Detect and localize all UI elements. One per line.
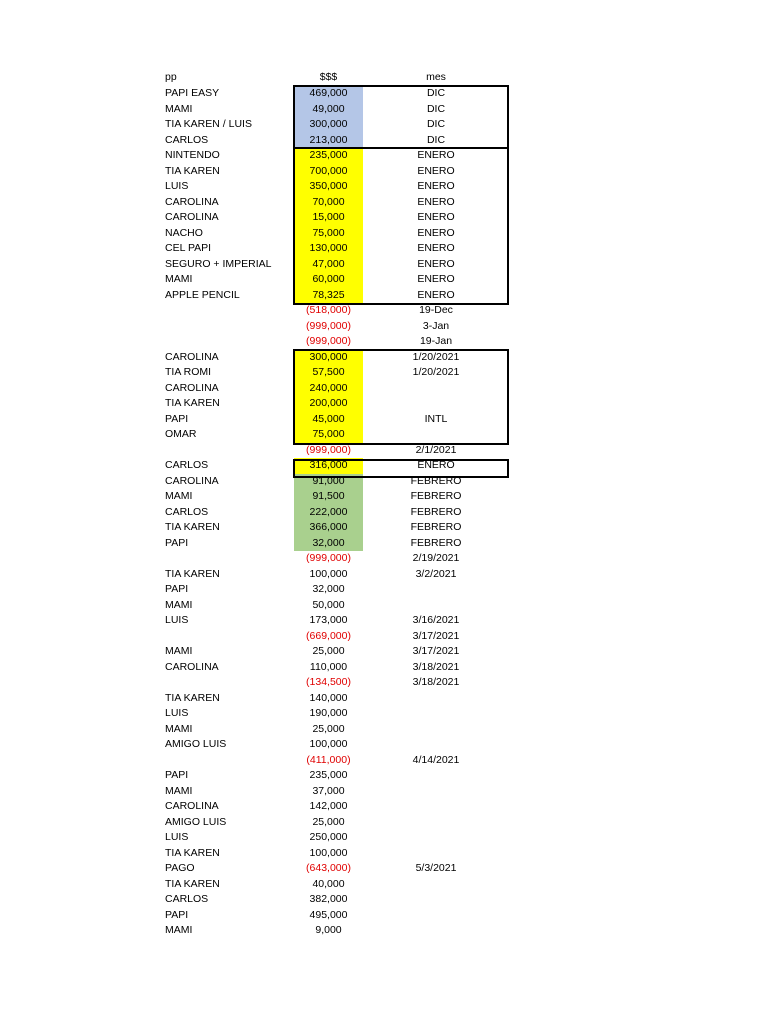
table-row [0, 257, 768, 273]
cell-name[interactable]: MAMI [165, 784, 193, 797]
cell-name[interactable]: TIA KAREN [165, 846, 220, 859]
cell-amount[interactable]: (999,000) [306, 319, 351, 332]
cell-month[interactable]: FEBRERO [410, 490, 462, 502]
cell-name[interactable]: OMAR [165, 428, 197, 440]
table-row [0, 396, 768, 412]
cell-month[interactable] [363, 381, 509, 397]
cell-month[interactable] [363, 877, 509, 893]
cell-name[interactable]: CARLOS [165, 133, 209, 146]
cell-month[interactable] [363, 737, 509, 753]
cell-name[interactable]: PAPI [165, 412, 189, 425]
cell-amount[interactable]: 250,000 [309, 831, 348, 843]
table-row [0, 660, 768, 676]
table-row [0, 613, 768, 629]
table-row [0, 241, 768, 257]
cell-month[interactable]: ENERO [417, 459, 455, 471]
cell-month[interactable] [363, 846, 509, 862]
cell-amount[interactable]: (134,500) [306, 676, 351, 688]
cell-amount[interactable]: 45,000 [294, 412, 363, 428]
table-row [0, 427, 768, 443]
cell-month[interactable]: ENERO [417, 149, 455, 161]
cell-name[interactable]: CAROLINA [165, 211, 219, 223]
cell-name[interactable]: CAROLINA [165, 800, 219, 812]
cell-name[interactable]: MAMI [165, 273, 193, 285]
cell-name[interactable]: MAMI [165, 924, 193, 936]
cell-amount[interactable]: 469,000 [294, 86, 363, 102]
table-row [0, 830, 768, 846]
cell-month[interactable]: ENERO [417, 242, 455, 254]
table-row [0, 799, 768, 815]
cell-name[interactable]: AMIGO LUIS [165, 815, 227, 828]
cell-month[interactable]: 3/17/2021 [412, 629, 460, 642]
cell-month[interactable]: 1/20/2021 [412, 366, 460, 378]
cell-name[interactable]: LUIS [165, 707, 189, 719]
cell-amount[interactable]: 91,000 [294, 474, 363, 490]
cell-amount[interactable]: 100,000 [309, 738, 348, 750]
cell-name[interactable]: MAMI [165, 598, 193, 611]
cell-month[interactable]: ENERO [417, 288, 455, 301]
cell-amount[interactable]: 75,000 [294, 226, 363, 242]
cell-name[interactable]: TIA KAREN [165, 397, 220, 409]
cell-month[interactable]: ENERO [417, 257, 455, 270]
cell-name[interactable]: PAPI [165, 769, 189, 781]
cell-month[interactable]: 19-Dec [419, 304, 453, 316]
header-month[interactable]: mes [426, 71, 446, 83]
table-row [0, 815, 768, 831]
cell-amount[interactable]: 75,000 [294, 427, 363, 443]
cell-month[interactable] [363, 768, 509, 784]
cell-amount[interactable]: 91,500 [294, 489, 363, 505]
cell-name[interactable]: MAMI [165, 722, 193, 735]
cell-amount[interactable]: 9,000 [315, 924, 342, 936]
cell-amount[interactable]: (411,000) [306, 753, 351, 766]
cell-name[interactable]: CEL PAPI [165, 242, 212, 254]
table-row [0, 892, 768, 908]
header-name[interactable]: pp [165, 71, 177, 83]
cell-name[interactable]: PAPI [165, 583, 189, 595]
cell-amount[interactable]: 110,000 [309, 660, 348, 673]
cell-month[interactable]: 3-Jan [422, 319, 450, 332]
table-row [0, 164, 768, 180]
cell-amount[interactable]: 15,000 [294, 210, 363, 226]
table-row [0, 102, 768, 118]
cell-month[interactable]: FEBRERO [410, 521, 462, 533]
cell-name[interactable]: MAMI [165, 645, 193, 657]
table-row [0, 474, 768, 490]
cell-amount[interactable]: 495,000 [309, 908, 348, 921]
cell-amount[interactable]: 40,000 [312, 877, 345, 890]
cell-month[interactable]: 4/14/2021 [412, 753, 460, 766]
cell-name[interactable]: TIA KAREN [165, 567, 220, 580]
cell-month[interactable]: FEBRERO [410, 505, 462, 518]
cell-month[interactable]: 5/3/2021 [415, 862, 457, 874]
cell-name[interactable] [165, 753, 290, 769]
cell-amount[interactable]: 316,000 [294, 458, 363, 474]
cell-amount[interactable]: 240,000 [294, 381, 363, 397]
table-row [0, 861, 768, 877]
table-row [0, 877, 768, 893]
cell-amount[interactable]: 235,000 [294, 148, 363, 164]
table-row [0, 443, 768, 459]
cell-name[interactable]: LUIS [165, 614, 189, 626]
table-row [0, 598, 768, 614]
cell-month[interactable]: DIC [426, 102, 446, 115]
table-row [0, 784, 768, 800]
table-row [0, 582, 768, 598]
table-row [0, 706, 768, 722]
cell-month[interactable] [363, 706, 509, 722]
cell-month[interactable] [363, 784, 509, 800]
cell-name[interactable] [165, 443, 290, 459]
table-row [0, 117, 768, 133]
cell-month[interactable] [363, 427, 509, 443]
cell-amount[interactable]: 25,000 [312, 645, 345, 657]
table-row [0, 381, 768, 397]
cell-amount[interactable]: 213,000 [294, 133, 363, 149]
cell-name[interactable]: TIA KAREN / LUIS [165, 118, 252, 130]
cell-name[interactable]: MAMI [165, 490, 193, 502]
cell-month[interactable]: DIC [426, 133, 446, 146]
cell-month[interactable]: 3/18/2021 [412, 660, 460, 673]
cell-name[interactable]: CAROLINA [165, 474, 219, 487]
cell-month[interactable]: 3/17/2021 [412, 645, 460, 657]
table-row [0, 908, 768, 924]
cell-month[interactable]: DIC [426, 87, 446, 99]
cell-amount[interactable]: 49,000 [294, 102, 363, 118]
cell-name[interactable]: TIA KAREN [165, 691, 220, 704]
cell-amount[interactable]: 222,000 [294, 505, 363, 521]
cell-name[interactable]: TIA ROMI [165, 366, 212, 378]
cell-amount[interactable]: 350,000 [294, 179, 363, 195]
cell-month[interactable]: 1/20/2021 [412, 350, 460, 363]
cell-name[interactable] [165, 629, 290, 645]
cell-amount[interactable]: 25,000 [312, 722, 345, 735]
cell-amount[interactable]: 190,000 [309, 707, 348, 719]
table-row [0, 691, 768, 707]
cell-name[interactable]: CAROLINA [165, 381, 219, 394]
cell-month[interactable] [363, 598, 509, 614]
cell-amount[interactable]: (999,000) [306, 443, 351, 456]
cell-amount[interactable]: 140,000 [309, 691, 348, 704]
cell-amount[interactable]: 173,000 [309, 614, 348, 626]
cell-amount[interactable]: 32,000 [312, 583, 345, 595]
cell-month[interactable] [363, 722, 509, 738]
cell-name[interactable]: CARLOS [165, 505, 209, 518]
table-row [0, 846, 768, 862]
table-row [0, 505, 768, 521]
cell-amount[interactable]: 60,000 [294, 272, 363, 288]
cell-name[interactable] [165, 319, 290, 335]
table-row [0, 753, 768, 769]
cell-month[interactable]: ENERO [417, 226, 455, 239]
table-row [0, 629, 768, 645]
cell-amount[interactable]: (999,000) [306, 335, 351, 347]
cell-amount[interactable]: 37,000 [312, 784, 345, 797]
table-row [0, 133, 768, 149]
cell-month[interactable]: ENERO [417, 211, 455, 223]
cell-amount[interactable]: 300,000 [294, 117, 363, 133]
cell-name[interactable]: CARLOS [165, 893, 209, 905]
table-row [0, 210, 768, 226]
cell-month[interactable] [363, 396, 509, 412]
cell-name[interactable]: NINTENDO [165, 149, 220, 161]
cell-amount[interactable]: 25,000 [312, 815, 345, 828]
cell-month[interactable]: FEBRERO [410, 474, 462, 487]
cell-name[interactable]: AMIGO LUIS [165, 738, 227, 750]
cell-month[interactable] [363, 830, 509, 846]
cell-month[interactable]: ENERO [417, 195, 455, 208]
cell-month[interactable]: 19-Jan [419, 335, 453, 347]
cell-amount[interactable]: (518,000) [306, 304, 351, 316]
cell-month[interactable] [363, 799, 509, 815]
table-row [0, 458, 768, 474]
table-row [0, 319, 768, 335]
cell-name[interactable]: PAGO [165, 862, 195, 874]
cell-amount[interactable]: 47,000 [294, 257, 363, 273]
table-row [0, 567, 768, 583]
cell-name[interactable]: APPLE PENCIL [165, 288, 240, 301]
cell-amount[interactable]: 57,500 [294, 365, 363, 381]
cell-month[interactable]: DIC [426, 118, 446, 130]
cell-name[interactable]: LUIS [165, 180, 189, 192]
cell-month[interactable]: 2/19/2021 [412, 552, 460, 564]
cell-name[interactable]: CARLOS [165, 459, 209, 471]
cell-month[interactable] [363, 691, 509, 707]
cell-month[interactable]: ENERO [417, 180, 455, 192]
cell-name[interactable]: NACHO [165, 226, 203, 239]
cell-name[interactable]: TIA KAREN [165, 521, 220, 533]
cell-amount[interactable]: 200,000 [294, 396, 363, 412]
table-row [0, 768, 768, 784]
table-row [0, 179, 768, 195]
cell-month[interactable] [363, 582, 509, 598]
table-row [0, 520, 768, 536]
table-row [0, 288, 768, 304]
cell-month[interactable]: 2/1/2021 [415, 443, 457, 456]
table-row [0, 737, 768, 753]
cell-name[interactable] [165, 551, 290, 567]
cell-amount[interactable]: 142,000 [309, 800, 348, 812]
cell-month[interactable]: FEBRERO [410, 536, 462, 549]
cell-amount[interactable]: 50,000 [312, 598, 345, 611]
cell-amount[interactable]: 100,000 [309, 567, 348, 580]
table-row [0, 722, 768, 738]
cell-month[interactable]: 3/2/2021 [415, 567, 457, 580]
table-row [0, 195, 768, 211]
cell-name[interactable] [165, 334, 290, 350]
cell-name[interactable]: CAROLINA [165, 660, 219, 673]
table-row [0, 675, 768, 691]
cell-month[interactable] [363, 892, 509, 908]
table-row [0, 551, 768, 567]
cell-month[interactable]: 3/18/2021 [412, 676, 460, 688]
table-row [0, 148, 768, 164]
cell-name[interactable]: PAPI [165, 908, 189, 921]
header-amount[interactable]: $$$ [319, 71, 338, 83]
cell-amount[interactable]: 130,000 [294, 241, 363, 257]
cell-name[interactable]: CAROLINA [165, 195, 219, 208]
cell-month[interactable]: ENERO [417, 273, 455, 285]
cell-name[interactable]: TIA KAREN [165, 164, 220, 177]
cell-name[interactable]: PAPI [165, 536, 189, 549]
cell-name[interactable]: TIA KAREN [165, 877, 220, 890]
header-row [0, 70, 768, 86]
table-row [0, 412, 768, 428]
table-row [0, 272, 768, 288]
cell-month[interactable]: 3/16/2021 [412, 614, 460, 626]
cell-amount[interactable]: 700,000 [294, 164, 363, 180]
table-row [0, 536, 768, 552]
cell-amount[interactable]: 100,000 [309, 846, 348, 859]
cell-amount[interactable]: 382,000 [309, 893, 348, 905]
cell-month[interactable]: ENERO [417, 164, 455, 177]
cell-name[interactable] [165, 675, 290, 691]
cell-amount[interactable]: 366,000 [294, 520, 363, 536]
cell-name[interactable]: LUIS [165, 831, 189, 843]
cell-month[interactable] [363, 815, 509, 831]
cell-amount[interactable]: 300,000 [294, 350, 363, 366]
cell-amount[interactable]: (643,000) [306, 862, 351, 874]
cell-amount[interactable]: (999,000) [306, 552, 351, 564]
cell-name[interactable]: SEGURO + IMPERIAL [165, 257, 272, 270]
cell-amount[interactable]: 32,000 [294, 536, 363, 552]
cell-amount[interactable]: 235,000 [309, 769, 348, 781]
table-row [0, 303, 768, 319]
cell-month[interactable] [363, 923, 509, 939]
cell-month[interactable] [363, 908, 509, 924]
cell-name[interactable] [165, 303, 290, 319]
cell-amount[interactable]: 70,000 [294, 195, 363, 211]
cell-name[interactable]: CAROLINA [165, 350, 219, 363]
cell-month[interactable]: INTL [424, 412, 448, 425]
cell-name[interactable]: MAMI [165, 102, 193, 115]
table-row [0, 86, 768, 102]
table-row [0, 334, 768, 350]
table-row [0, 350, 768, 366]
table-row [0, 489, 768, 505]
table-row [0, 226, 768, 242]
table-row [0, 365, 768, 381]
cell-amount[interactable]: 78,325 [294, 288, 363, 304]
cell-name[interactable]: PAPI EASY [165, 87, 220, 99]
table-row [0, 644, 768, 660]
table-row [0, 923, 768, 939]
cell-amount[interactable]: (669,000) [306, 629, 351, 642]
